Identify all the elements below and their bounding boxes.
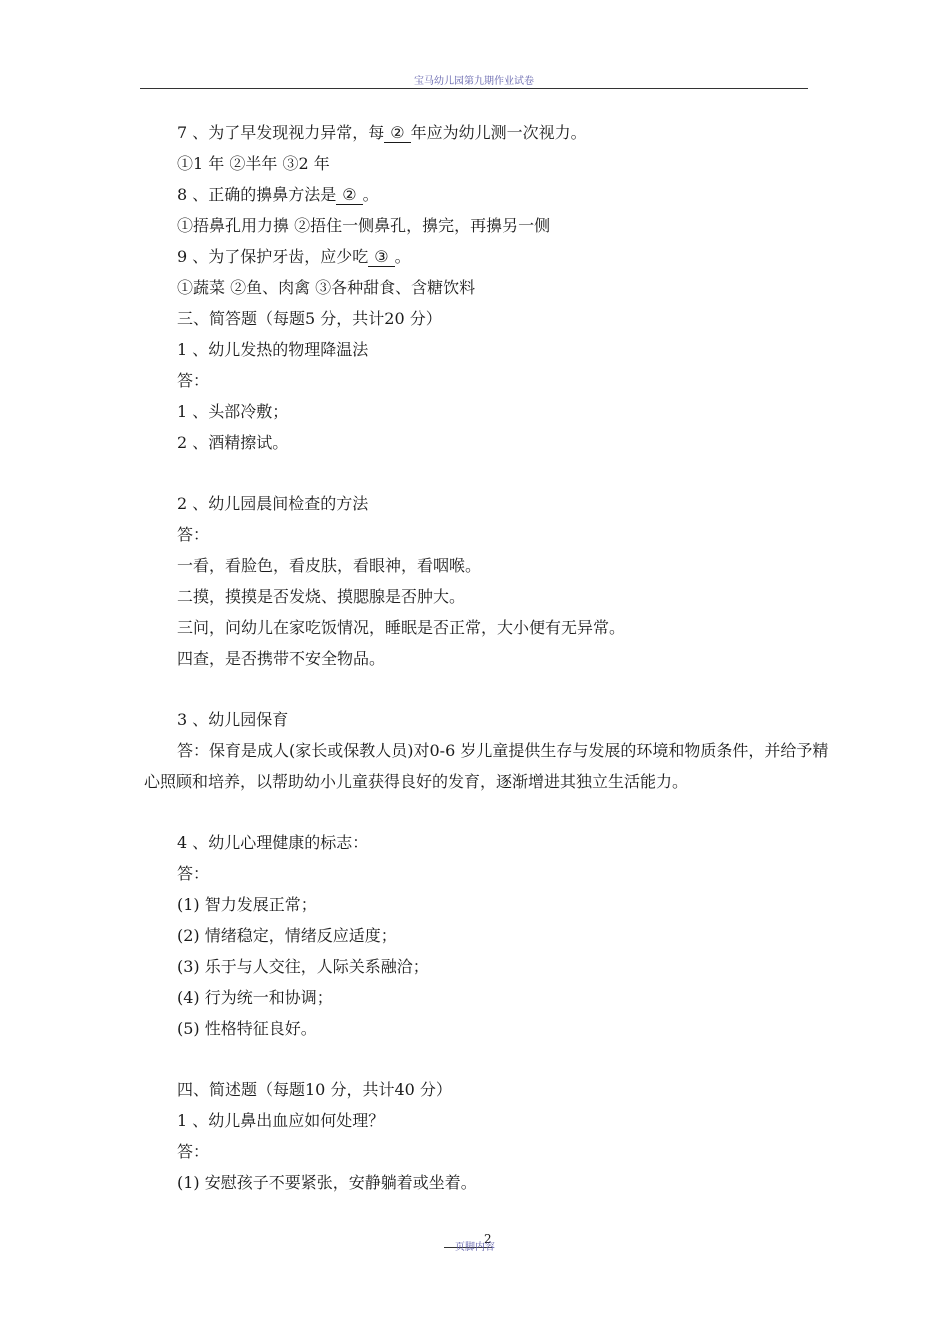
page-footer: 页脚内容 <box>455 1242 495 1253</box>
answer-item: (2) 情绪稳定，情绪反应适度； <box>177 926 397 945</box>
answer-line: 1 、头部冷敷； <box>177 402 289 421</box>
short-question-2: 2 、幼儿园晨间检查的方法 <box>177 494 369 513</box>
page-number: 2 <box>484 1232 492 1246</box>
essay-question-1: 1 、幼儿鼻出血应如何处理？ <box>177 1111 385 1130</box>
short-question-3: 3 、幼儿园保育 <box>177 710 289 729</box>
answer-blank: ② <box>384 124 410 143</box>
spacer <box>177 1044 837 1074</box>
section-heading: 四、简述题（每题10 分，共计40 分） <box>177 1080 452 1099</box>
answer-line: 四查，是否携带不安全物品。 <box>177 649 386 668</box>
question-7: 7 、为了早发现视力异常，每 ② 年应为幼儿测一次视力。 <box>177 123 587 142</box>
spacer <box>177 458 837 488</box>
answer-label: 答： <box>177 525 210 544</box>
question-8-options: ①捂鼻孔用力擤 ②捂住一侧鼻孔，擤完，再擤另一侧 <box>177 216 551 235</box>
header-divider <box>140 88 808 89</box>
question-9: 9 、为了保护牙齿，应少吃 ③ 。 <box>177 247 411 266</box>
answer-label: 答： <box>177 864 210 883</box>
answer-paragraph: 答：保育是成人(家长或保教人员)对0-6 岁儿童提供生存与发展的环境和物质条件，并给予精心照顾和培养，以帮助幼小儿童获得良好的发育，逐渐增进其独立生活能力。 <box>144 741 829 791</box>
spacer <box>177 674 837 704</box>
answer-line: 二摸，摸摸是否发烧、摸腮腺是否肿大。 <box>177 587 466 606</box>
answer-label: 答： <box>177 371 210 390</box>
short-question-4: 4 、幼儿心理健康的标志： <box>177 833 369 852</box>
answer-item: (1) 安慰孩子不要紧张，安静躺着或坐着。 <box>177 1173 477 1192</box>
answer-item: (5) 性格特征良好。 <box>177 1019 317 1038</box>
page-header: 宝马幼儿园第九期作业试卷 <box>414 76 534 87</box>
question-8: 8 、正确的擤鼻方法是 ② 。 <box>177 185 379 204</box>
answer-item: (4) 行为统一和协调； <box>177 988 333 1007</box>
section-heading: 三、简答题（每题5 分，共计20 分） <box>177 309 442 328</box>
answer-line: 2 、酒精擦试。 <box>177 433 289 452</box>
answer-line: 一看，看脸色，看皮肤，看眼神，看咽喉。 <box>177 556 482 575</box>
answer-item: (3) 乐于与人交往，人际关系融洽； <box>177 957 429 976</box>
question-9-options: ①蔬菜 ②鱼、肉禽 ③各种甜食、含糖饮料 <box>177 278 476 297</box>
short-question-1: 1 、幼儿发热的物理降温法 <box>177 340 369 359</box>
answer-blank: ② <box>336 186 362 205</box>
spacer <box>177 797 837 827</box>
answer-line: 三问，问幼儿在家吃饭情况，睡眠是否正常，大小便有无异常。 <box>177 618 626 637</box>
answer-label: 答： <box>177 1142 210 1161</box>
document-body <box>144 117 837 1198</box>
answer-blank: ③ <box>368 248 394 267</box>
answer-item: (1) 智力发展正常； <box>177 895 317 914</box>
question-7-options: ①1 年 ②半年 ③2 年 <box>177 154 330 173</box>
